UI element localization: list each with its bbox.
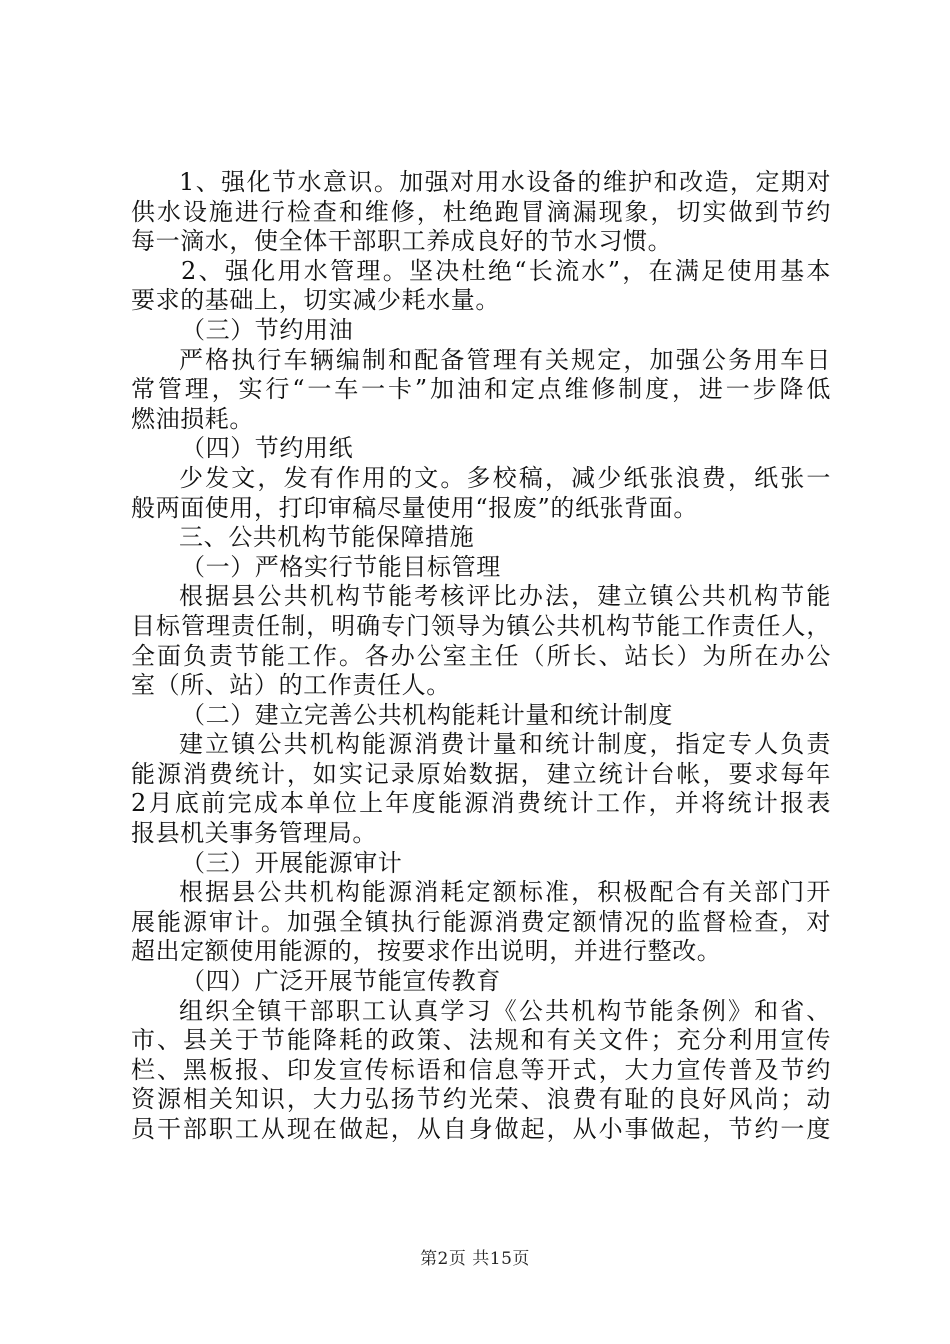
paragraph-line: 严格执行车辆编制和配备管理有关规定，加强公务用车日 [179, 345, 831, 374]
paragraph-line: 2、强化用水管理。坚决杜绝“长流水”，在满足使用基本 [181, 256, 831, 285]
paragraph-line: 组织全镇干部职工认真学习《公共机构节能条例》和省、 [179, 996, 831, 1025]
paragraph-line: 栏、黑板报、印发宣传标语和信息等开式，大力宣传普及节约 [131, 1055, 831, 1084]
paragraph-line: 1、强化节水意识。加强对用水设备的维护和改造，定期对 [179, 168, 831, 196]
paragraph-line: 建立镇公共机构能源消费计量和统计制度，指定专人负责 [179, 730, 831, 759]
paragraph-line: 少发文，发有作用的文。多校稿，减少纸张浪费，纸张一 [179, 463, 831, 492]
paragraph-line: 根据县公共机构能源消耗定额标准，积极配合有关部门开 [179, 878, 831, 907]
paragraph-line: 资源相关知识，大力弘扬节约光荣、浪费有耻的良好风尚；动 [131, 1085, 831, 1114]
paragraph-line: 供水设施进行检查和维修，杜绝跑冒滴漏现象，切实做到节约 [131, 197, 831, 226]
page-number-footer: 第2页 共15页 [420, 1249, 530, 1269]
section-heading: （三）节约用油 [181, 315, 354, 344]
paragraph-line: 根据县公共机构节能考核评比办法，建立镇公共机构节能 [179, 582, 831, 611]
section-heading: （一）严格实行节能目标管理 [181, 552, 501, 581]
document-body [131, 168, 831, 1145]
paragraph-line: 报县机关事务管理局。 [131, 819, 377, 848]
paragraph-line: 市、县关于节能降耗的政策、法规和有关文件；充分利用宣传 [131, 1026, 831, 1055]
paragraph-line: 超出定额使用能源的，按要求作出说明，并进行整改。 [131, 937, 722, 966]
paragraph-line: 燃油损耗。 [131, 404, 254, 433]
paragraph-line: 全面负责节能工作。各办公室主任（所长、站长）为所在办公 [131, 641, 831, 670]
section-heading: 三、公共机构节能保障措施 [179, 523, 475, 552]
paragraph-line: 能源消费统计，如实记录原始数据，建立统计台帐，要求每年 [131, 759, 831, 788]
paragraph-line: 常管理，实行“一车一卡”加油和定点维修制度，进一步降低 [131, 375, 831, 404]
paragraph-line: 员干部职工从现在做起，从自身做起，从小事做起，节约一度 [131, 1115, 831, 1143]
paragraph-line: 室（所、站）的工作责任人。 [131, 671, 451, 700]
paragraph-line: 每一滴水，使全体干部职工养成良好的节水习惯。 [131, 227, 673, 256]
section-heading: （四）节约用纸 [181, 434, 354, 463]
paragraph-line: 2月底前完成本单位上年度能源消费统计工作，并将统计报表 [131, 789, 831, 818]
section-heading: （二）建立完善公共机构能耗计量和统计制度 [181, 700, 673, 729]
paragraph-line: 展能源审计。加强全镇执行能源消费定额情况的监督检查，对 [131, 907, 831, 936]
paragraph-line: 要求的基础上，切实减少耗水量。 [131, 286, 500, 315]
paragraph-line: 般两面使用，打印审稿尽量使用“报废”的纸张背面。 [131, 493, 698, 522]
section-heading: （四）广泛开展节能宣传教育 [181, 967, 501, 996]
paragraph-line: 目标管理责任制，明确专门领导为镇公共机构节能工作责任人， [131, 611, 831, 640]
section-heading: （三）开展能源审计 [181, 848, 403, 877]
